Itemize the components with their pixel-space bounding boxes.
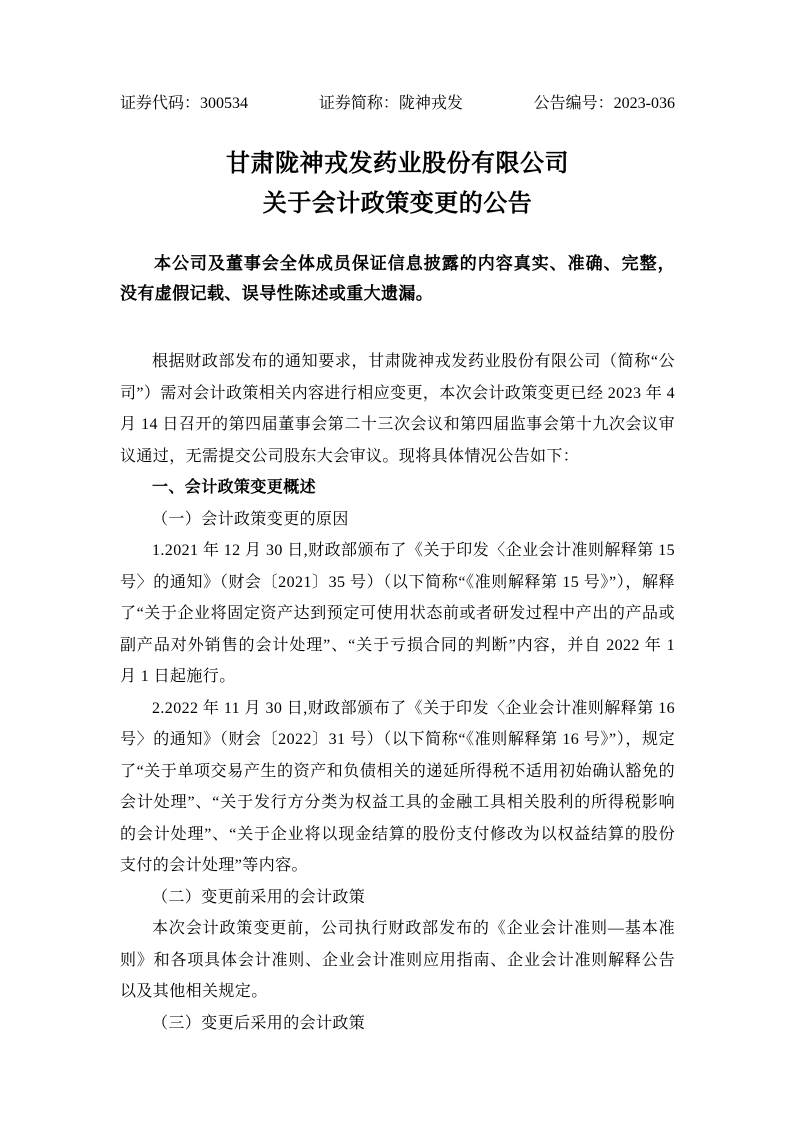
paragraph: 本次会计政策变更前，公司执行财政部发布的《企业会计准则—基本准则》和各项具体会计准则、企业会计准则应用指南、企业会计准则解释公告以及其他相关规定。 [120,920,675,1000]
document-title-line2: 关于会计政策变更的公告 [262,191,533,217]
securities-code: 证券代码：300534 [120,95,249,112]
document-title [120,144,675,224]
document-title-line1: 甘肃陇神戎发药业股份有限公司 [226,151,569,177]
board-disclaimer: 本公司及董事会全体成员保证信息披露的内容真实、准确、完整，没有虚假记载、误导性陈述或重大遗漏。 [120,254,675,303]
document-body [120,346,675,1039]
section-heading: （三）变更后采用的会计政策 [152,1014,366,1032]
section-heading: （二）变更前采用的会计政策 [152,888,366,906]
document-header [120,0,675,114]
paragraph: 2.2022 年 11 月 30 日,财政部颁布了《关于印发〈企业会计准则解释第 16 号〉的通知》（财会〔2022〕31 号）（以下简称“《准则解释第 16 号》”），规定了“关于单项交易产生的资产和负债相关的递延所得税不适用初始确认豁免的会计处理”、“关于发行方分类为权益工具的金融工具相关股利的所得税影响的会计处理”、“关于企业将以现金结算的股份支付修改为以权益结算的股份支付的会计处理”等内容。 [120,699,675,874]
paragraph: 1.2021 年 12 月 30 日,财政部颁布了《关于印发〈企业会计准则解释第 15 号〉的通知》（财会〔2021〕35 号）（以下简称“《准则解释第 15 号》”），解释了“关于企业将固定资产达到预定可使用状态前或者研发过程中产出的产品或副产品对外销售的会计处理”、“关于亏损合同的判断”内容，并自 2022 年 1 月 1 日起施行。 [120,542,675,685]
section-heading: （一）会计政策变更的原因 [152,510,349,528]
announcement-number: 公告编号：2023-036 [533,95,675,112]
page-content [120,0,675,1039]
securities-abbreviation: 证券简称：陇神戎发 [318,95,463,112]
paragraph: 根据财政部发布的通知要求，甘肃陇神戎发药业股份有限公司（简称“公司”）需对会计政策相关内容进行相应变更，本次会计政策变更已经 2023 年 4 月 14 日召开的第四届董事会第二十三次会议和第四届监事会第十九次会议审议通过，无需提交公司股东大会审议。现将具体情况公告如下： [120,353,675,465]
section-heading: 一、会计政策变更概述 [152,479,317,496]
